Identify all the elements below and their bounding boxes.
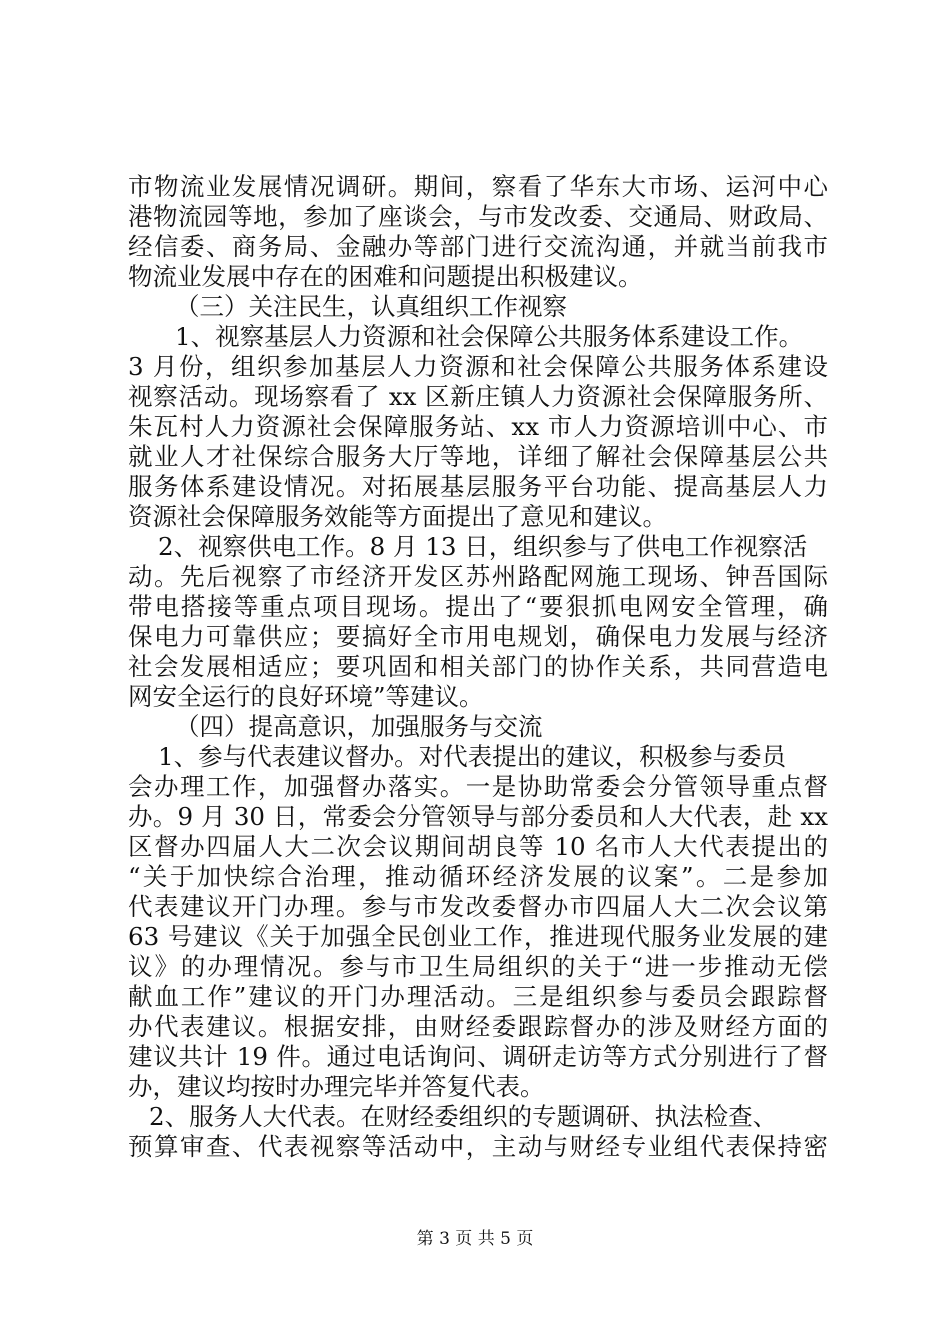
text-line: 经信委、商务局、金融办等部门进行交流沟通，并就当前我市 [128,232,828,261]
text-line: 议》的办理情况。参与市卫生局组织的关于“进一步推动无偿 [128,952,828,981]
text-line: 区督办四届人大二次会议期间胡良等 10 名市人大代表提出的 [128,832,828,861]
text-line: 3 月份，组织参加基层人力资源和社会保障公共服务体系建设 [128,352,828,381]
text-line: 带电搭接等重点项目现场。提出了“要狠抓电网安全管理，确 [128,592,828,621]
section-heading: （四）提高意识，加强服务与交流 [175,712,543,741]
text-line: 2、服务人大代表。在财经委组织的专题调研、执法检查、 [149,1102,778,1131]
text-line: 服务体系建设情况。对拓展基层服务平台功能、提高基层人力 [128,472,828,501]
text-line: 1、视察基层人力资源和社会保障公共服务体系建设工作。 [175,322,804,351]
text-line: 就业人才社保综合服务大厅等地，详细了解社会保障基层公共 [128,442,828,471]
text-line: 网安全运行的良好环境”等建议。 [128,682,484,711]
text-line: 会办理工作，加强督办落实。一是协助常委会分管领导重点督 [128,772,828,801]
text-line: 建议共计 19 件。通过电话询问、调研走访等方式分别进行了督 [128,1042,828,1071]
text-line: 港物流园等地，参加了座谈会，与市发改委、交通局、财政局、 [128,202,828,231]
text-line: 1、参与代表建议督办。对代表提出的建议，积极参与委员 [158,742,787,771]
text-line: 社会发展相适应；要巩固和相关部门的协作关系，共同营造电 [128,652,828,681]
text-line: 办，建议均按时办理完毕并答复代表。 [128,1072,545,1101]
text-line: 63 号建议《关于加强全民创业工作，推进现代服务业发展的建 [128,922,828,951]
section-heading: （三）关注民生，认真组织工作视察 [175,292,567,321]
text-line: 保电力可靠供应；要搞好全市用电规划，确保电力发展与经济 [128,622,828,651]
page-footer: 第 3 页 共 5 页 [416,1229,534,1249]
text-line: 办。9 月 30 日，常委会分管领导与部分委员和人大代表，赴 xx [128,802,828,831]
text-line: 视察活动。现场察看了 xx 区新庄镇人力资源社会保障服务所、 [128,382,828,411]
text-line: 献血工作”建议的开门办理活动。三是组织参与委员会跟踪督 [128,982,828,1011]
text-line: 市物流业发展情况调研。期间，察看了华东大市场、运河中心 [128,172,828,201]
document-body [128,172,828,1162]
text-line: 朱瓦村人力资源社会保障服务站、xx 市人力资源培训中心、市 [128,412,828,441]
text-line: 2、视察供电工作。8 月 13 日，组织参与了供电工作视察活 [158,532,808,561]
text-line: 物流业发展中存在的困难和问题提出积极建议。 [128,262,643,291]
text-line: 代表建议开门办理。参与市发改委督办市四届人大二次会议第 [128,892,828,921]
text-line: 动。先后视察了市经济开发区苏州路配网施工现场、钟吾国际 [128,562,828,591]
text-line: 预算审查、代表视察等活动中，主动与财经专业组代表保持密 [128,1132,828,1161]
text-line: 办代表建议。根据安排，由财经委跟踪督办的涉及财经方面的 [128,1012,828,1041]
text-line: 资源社会保障服务效能等方面提出了意见和建议。 [128,502,667,531]
text-line: “关于加快综合治理，推动循环经济发展的议案”。二是参加 [128,862,828,891]
